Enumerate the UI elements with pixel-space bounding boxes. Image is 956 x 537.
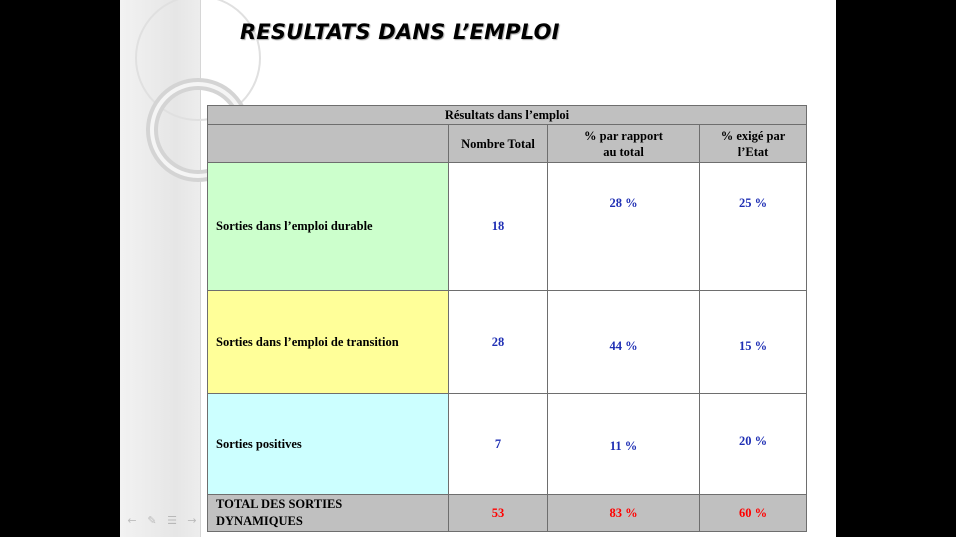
- cell-pct-etat: 15 %: [700, 291, 807, 394]
- slide-title: RESULTATS DANS L’EMPLOI: [240, 20, 560, 44]
- table-row: [208, 394, 807, 495]
- total-nombre: 53: [449, 495, 548, 532]
- row-label: Sorties dans l’emploi de transition: [208, 291, 449, 394]
- total-pct-etat: 60 %: [700, 495, 807, 532]
- cell-pct-etat: 20 %: [700, 394, 807, 495]
- total-label: TOTAL DES SORTIES DYNAMIQUES: [208, 495, 449, 532]
- row-label: Sorties dans l’emploi durable: [208, 163, 449, 291]
- results-table-container: [207, 105, 806, 532]
- header-pct-etat: % exigé par l’Etat: [700, 125, 807, 163]
- table-caption: Résultats dans l’emploi: [208, 106, 807, 125]
- row-label: Sorties positives: [208, 394, 449, 495]
- cell-nombre: 28: [449, 291, 548, 394]
- cell-nombre: 7: [449, 394, 548, 495]
- cell-nombre: 18: [449, 163, 548, 291]
- arrow-left-icon[interactable]: ←: [127, 514, 137, 527]
- header-nombre-total: Nombre Total: [449, 125, 548, 163]
- results-table: [207, 105, 807, 532]
- cell-pct-total: 11 %: [548, 394, 700, 495]
- cell-pct-etat: 25 %: [700, 163, 807, 291]
- menu-icon[interactable]: ☰: [167, 514, 177, 527]
- cell-pct-total: 28 %: [548, 163, 700, 291]
- header-empty-cell: [208, 125, 449, 163]
- total-pct-total: 83 %: [548, 495, 700, 532]
- header-pct-total: % par rapport au total: [548, 125, 700, 163]
- table-row: [208, 291, 807, 394]
- total-row: [208, 495, 807, 532]
- slide: [120, 0, 836, 537]
- slideshow-toolbar: [125, 514, 199, 528]
- cell-pct-total: 44 %: [548, 291, 700, 394]
- pen-icon[interactable]: ✎: [147, 514, 157, 527]
- table-row: [208, 163, 807, 291]
- arrow-right-icon[interactable]: →: [187, 514, 197, 527]
